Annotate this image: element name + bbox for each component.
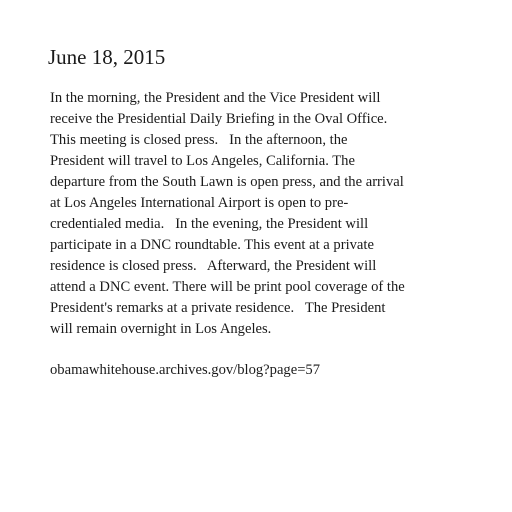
body-line: residence is closed press. Afterward, the President will bbox=[50, 258, 377, 274]
source-url: obamawhitehouse.archives.gov/blog?page=57 bbox=[50, 362, 321, 378]
body-line: President's remarks at a private residence. The President bbox=[50, 300, 386, 316]
body-line: at Los Angeles International Airport is open to pre- bbox=[50, 195, 349, 211]
body-line: credentialed media. In the evening, the President will bbox=[50, 216, 369, 232]
body-line: will remain overnight in Los Angeles. bbox=[50, 321, 272, 337]
post-body bbox=[50, 88, 430, 340]
body-line: departure from the South Lawn is open press, and the arrival bbox=[50, 174, 404, 190]
body-line: participate in a DNC roundtable. This event at a private bbox=[50, 237, 374, 253]
body-line: In the morning, the President and the Vice President will bbox=[50, 90, 381, 106]
body-line: This meeting is closed press. In the afternoon, the bbox=[50, 132, 348, 148]
body-line: attend a DNC event. There will be print pool coverage of the bbox=[50, 279, 405, 295]
body-line: receive the Presidential Daily Briefing in the Oval Office. bbox=[50, 111, 388, 127]
body-line: President will travel to Los Angeles, California. The bbox=[50, 153, 355, 169]
post-date: June 18, 2015 bbox=[48, 45, 166, 69]
